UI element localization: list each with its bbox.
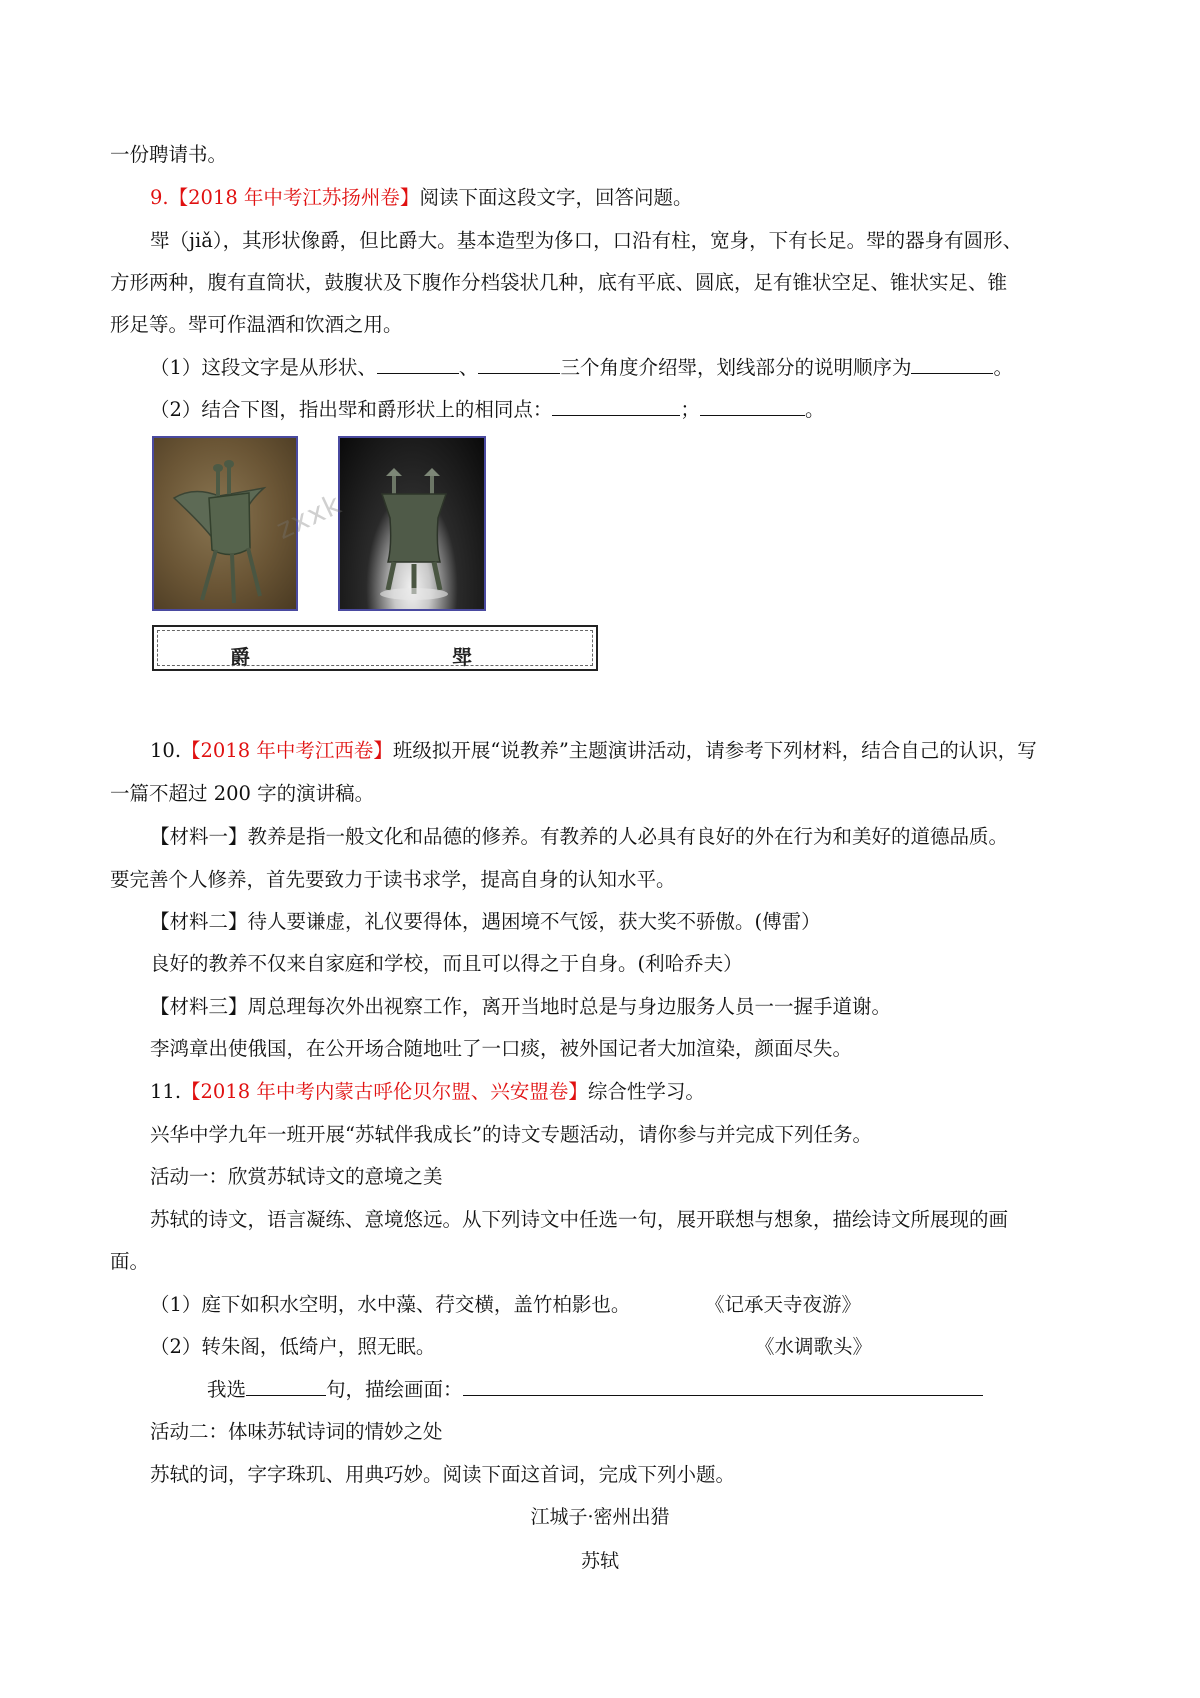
punctuation: 。: [993, 356, 1013, 379]
answer-blank[interactable]: [911, 355, 993, 374]
activity-heading: 活动二：体味苏轼诗词的情妙之处: [150, 1420, 443, 1443]
material-line: 要完善个人修养，首先要致力于读书求学，提高自身的认知水平。: [110, 868, 676, 891]
material-line: 【材料二】待人要谦虚，礼仪要得体，遇困境不气馁，获大奖不骄傲。(傅雷）: [150, 910, 821, 933]
sub-question-2: [150, 397, 824, 423]
jia-vessel-drawing: [340, 438, 486, 611]
answer-prompt: 句，描绘画面：: [326, 1378, 463, 1401]
paragraph-line: 斝（jiǎ），其形状像爵，但比爵大。基本造型为侈口，口沿有柱，宽身，下有长足。斝的器身有圆形、: [150, 229, 1023, 252]
text-line: 一份聘请书。: [110, 143, 228, 166]
punctuation: 。: [804, 398, 825, 421]
answer-blank[interactable]: [246, 1377, 326, 1396]
text-line: 苏轼的词，字字珠玑、用典巧妙。阅读下面这首词，完成下列小题。: [150, 1463, 736, 1486]
question-number: 10.: [150, 739, 182, 762]
question-prompt: 综合性学习。: [587, 1080, 705, 1103]
option-2-source: 《水调歌头》: [755, 1335, 873, 1358]
text-line: 面。: [110, 1250, 150, 1273]
question-9-header: [150, 185, 692, 211]
activity-heading: 活动一：欣赏苏轼诗文的意境之美: [150, 1165, 443, 1188]
text-line: 兴华中学九年一班开展“苏轼伴我成长”的诗文专题活动，请你参与并完成下列任务。: [150, 1123, 872, 1146]
sub-question-text: （1）这段文字是从形状、: [150, 356, 377, 379]
separator: 、: [458, 356, 479, 379]
option-1: （1）庭下如积水空明，水中藻、荇交横，盖竹柏影也。: [150, 1293, 631, 1316]
separator: ；: [680, 398, 700, 421]
answer-blank[interactable]: [552, 397, 680, 416]
answer-line: [207, 1377, 983, 1403]
poem-author: 苏轼: [580, 1550, 619, 1572]
sub-question-1: [150, 355, 1013, 381]
question-source: 【2018 年中考江苏扬州卷】: [168, 186, 420, 209]
sub-question-text: （2）结合下图，指出斝和爵形状上的相同点：: [150, 398, 553, 421]
sub-question-text: 三个角度介绍斝，划线部分的说明顺序为: [560, 356, 912, 379]
question-prompt: 班级拟开展“说教养”主题演讲活动，请参考下列材料，结合自己的认识，写: [392, 739, 1037, 762]
question-number: 11.: [150, 1080, 182, 1103]
jia-vessel-photo: [338, 436, 486, 611]
caption-jia: 斝: [452, 645, 472, 669]
material-line: 【材料一】教养是指一般文化和品德的修养。有教养的人必具有良好的外在行为和美好的道德品质。: [150, 825, 1009, 848]
text-line: 苏轼的诗文，语言凝练、意境悠远。从下列诗文中任选一句，展开联想与想象，描绘诗文所展现的画: [150, 1208, 1009, 1231]
poem-title: 江城子·密州出猎: [530, 1506, 670, 1528]
answer-blank[interactable]: [463, 1377, 983, 1396]
option-2: （2）转朱阁，低绮户，照无眠。: [150, 1335, 436, 1358]
text-line: 一篇不超过 200 字的演讲稿。: [110, 782, 375, 805]
question-11-header: [150, 1079, 705, 1105]
question-source: 【2018 年中考内蒙古呼伦贝尔盟、兴安盟卷】: [181, 1080, 588, 1103]
question-10-header: [150, 738, 1037, 764]
answer-prompt: 我选: [207, 1378, 247, 1401]
figure-caption-box: [152, 625, 598, 671]
caption-jue: 爵: [230, 645, 250, 669]
question-source: 【2018 年中考江西卷】: [181, 739, 393, 762]
answer-blank[interactable]: [377, 355, 459, 374]
material-line: 【材料三】周总理每次外出视察工作，离开当地时总是与身边服务人员一一握手道谢。: [150, 995, 892, 1018]
material-line: 李鸿章出使俄国，在公开场合随地吐了一口痰，被外国记者大加渲染，颜面尽失。: [150, 1037, 853, 1060]
question-prompt: 阅读下面这段文字，回答问题。: [419, 186, 693, 209]
answer-blank[interactable]: [478, 355, 560, 374]
paragraph-line: 形足等。斝可作温酒和饮酒之用。: [110, 313, 403, 336]
question-number: 9.: [150, 186, 169, 209]
option-1-source: 《记承天寺夜游》: [705, 1293, 862, 1316]
answer-blank[interactable]: [700, 397, 805, 416]
watermark: zxxk: [271, 487, 347, 546]
paragraph-line: 方形两种，腹有直筒状，鼓腹状及下腹作分档袋状几种，底有平底、圆底，足有锥状空足、锥状实足、锥: [110, 271, 1008, 294]
material-line: 良好的教养不仅来自家庭和学校，而且可以得之于自身。(利哈乔夫）: [150, 952, 743, 975]
